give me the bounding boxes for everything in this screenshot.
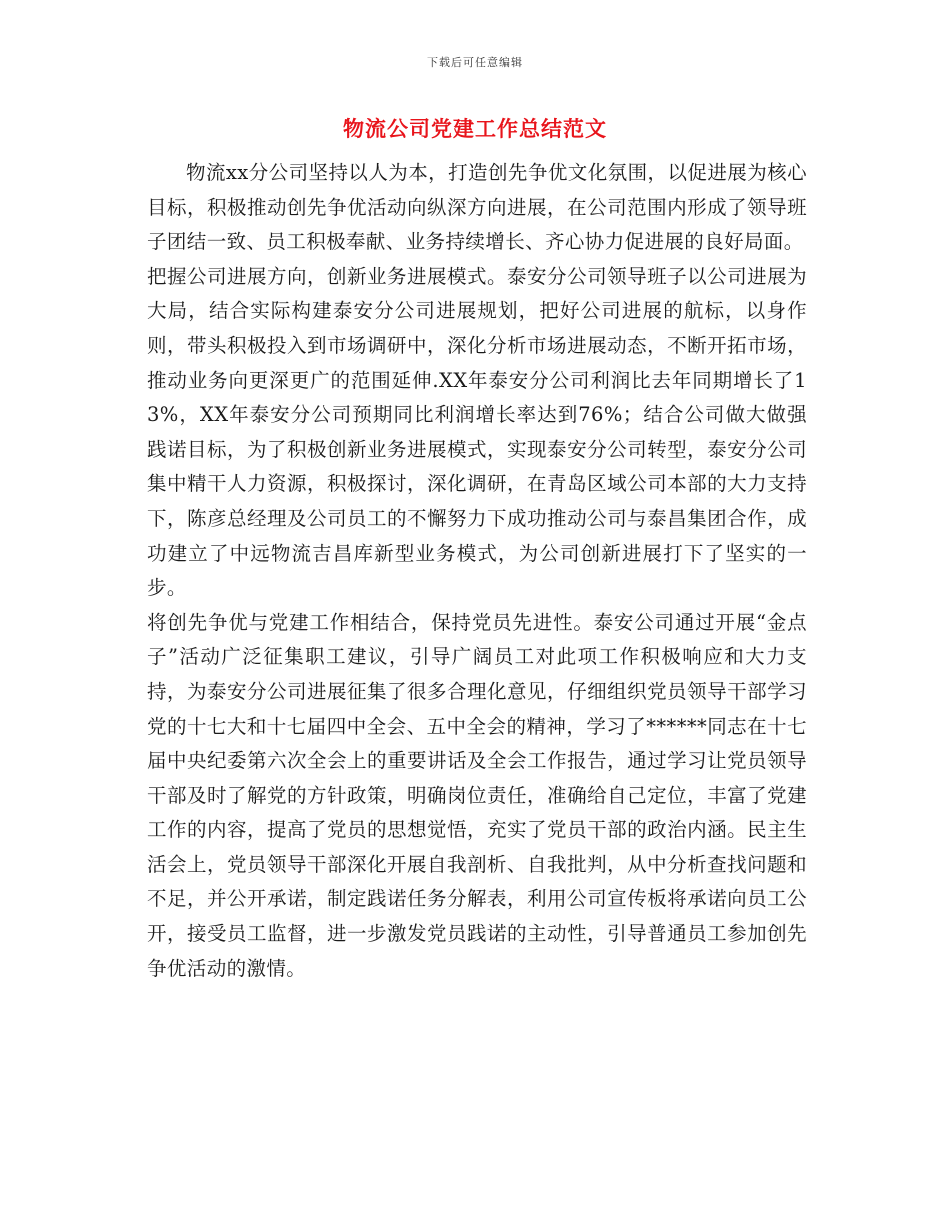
paragraph-business-model: 把握公司进展方向，创新业务进展模式。泰安分公司领导班子以公司进展为大局，结合实际构建泰安分公司进展规划，把好公司进展的航标，以身作则，带头积极投入到市场调研中，深化分析市场进展动态，不断开拓市场，推动业务向更深更广的范围延伸.XX年泰安分公司利润比去年同期增长了13%，XX年泰安分公司预期同比利润增长率达到76%；结合公司做大做强践诺目标，为了积极创新业务进展模式，实现泰安分公司转型，泰安分公司集中精干人力资源，积极探讨，深化调研，在青岛区域公司本部的大力支持下，陈彦总经理及公司员工的不懈努力下成功推动公司与泰昌集团合作，成功建立了中远物流吉昌库新型业务模式，为公司创新进展打下了坚实的一步。: [147, 264, 807, 600]
header-note: 下载后可任意编辑: [427, 56, 523, 69]
paragraph-intro: 物流xx分公司坚持以人为本，打造创先争优文化氛围，以促进展为核心目标，积极推动创先争优活动向纵深方向进展，在公司范围内形成了领导班子团结一致、员工积极奉献、业务持续增长、齐心协力促进展的良好局面。: [147, 161, 807, 254]
paragraph-party-building: 将创先争优与党建工作相结合，保持党员先进性。泰安公司通过开展“金点子”活动广泛征集职工建议，引导广阔员工对此项工作积极响应和大力支持，为泰安分公司进展征集了很多合理化意见，仔细组织党员领导干部学习党的十七大和十七届四中全会、五中全会的精神，学习了******同志在十七届中央纪委第六次全会上的重要讲话及全会工作报告，通过学习让党员领导干部及时了解党的方针政策，明确岗位责任，准确给自己定位，丰富了党建工作的内容，提高了党员的思想觉悟，充实了党员干部的政治内涵。民主生活会上，党员领导干部深化开展自我剖析、自我批判，从中分析查找问题和不足，并公开承诺，制定践诺任务分解表，利用公司宣传板将承诺向员工公开，接受员工监督，进一步激发党员践诺的主动性，引导普通员工参加创先争优活动的激情。: [147, 610, 807, 980]
document-body: [147, 156, 807, 986]
document-title: 物流公司党建工作总结范文: [343, 116, 607, 141]
